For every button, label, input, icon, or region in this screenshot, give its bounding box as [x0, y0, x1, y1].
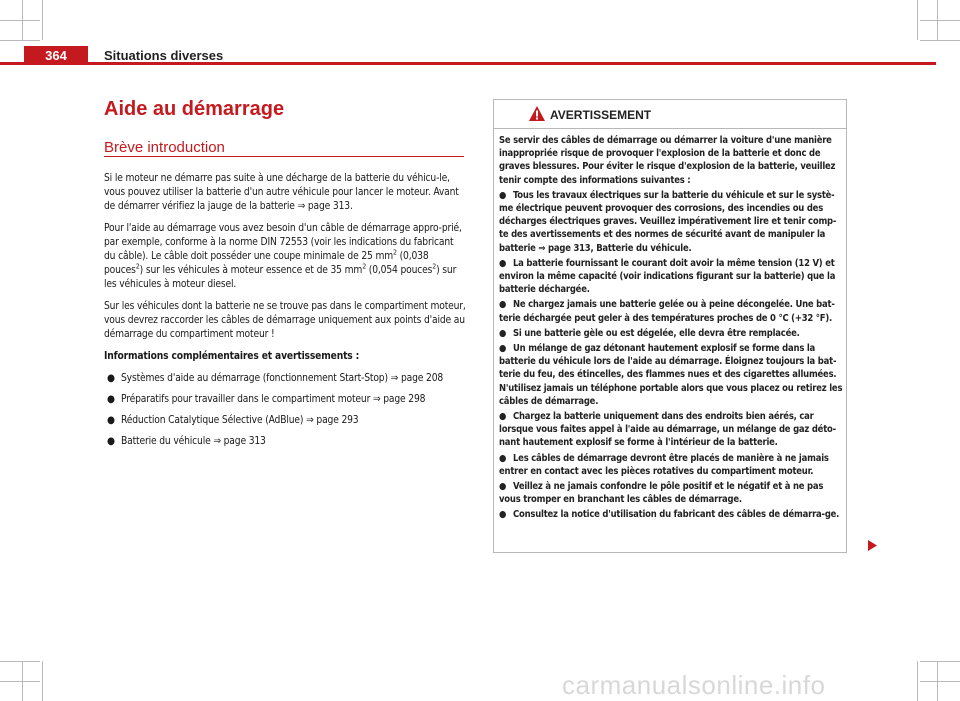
crop-mark: [0, 681, 40, 682]
cable-text-e: ) sur les véhicules à moteur diesel.: [104, 265, 457, 290]
list-item[interactable]: [104, 372, 466, 386]
list-item: [499, 257, 845, 297]
bullet: ●: [107, 394, 115, 405]
warning-item-text: Chargez la batterie uniquement dans des endroits bien aérés, car lorsque vous faites appel à l'aide au démarrage, un mélange de gaz déto-nant hautement explosif se forme à l'intérieur de la batterie.: [499, 411, 836, 449]
warning-body: [499, 134, 845, 524]
bullet: ●: [499, 452, 507, 464]
list-item-label: Systèmes d'aide au démarrage (fonctionnement Start-Stop) ⇒ page 208: [121, 373, 444, 384]
warning-box: [493, 99, 847, 553]
cable-text-b: (0,038 pouces: [104, 251, 429, 276]
warning-item-text: Les câbles de démarrage devront être placés de manière à ne jamais entrer en contact avec les pièces rotatives du compartiment moteur.: [499, 452, 829, 477]
warning-item-text: La batterie fournissant le courant doit avoir la même tension (12 V) et environ la même capacité (voir indications figurant sur la batterie) que la batterie déchargée.: [499, 257, 836, 296]
arrow-right-icon[interactable]: [867, 540, 877, 551]
list-item[interactable]: [104, 393, 466, 407]
bullet: ●: [499, 509, 507, 521]
cable-text-c: ) sur les véhicules à moteur essence et de 35 mm: [139, 265, 363, 276]
crop-mark: [920, 681, 960, 682]
crop-mark: [920, 20, 960, 21]
list-item: [499, 298, 845, 324]
list-item-label: Réduction Catalytique Sélective (AdBlue) ⇒ page 293: [121, 415, 359, 426]
warning-intro: Se servir des câbles de démarrage ou démarrer la voiture d'une manière inappropriée risque de provoquer l'explosion de la batterie et donc de graves blessures. Pour éviter le risque d'explosion de la batterie, veuillez tenir compte des informations suivantes :: [499, 135, 836, 186]
warning-title: AVERTISSEMENT: [550, 108, 652, 122]
list-item: [499, 327, 845, 340]
bullet: ●: [499, 481, 507, 493]
section-title: Aide au démarrage: [104, 98, 285, 120]
warning-list: [499, 189, 845, 522]
bullet: ●: [107, 373, 115, 384]
list-item[interactable]: [104, 435, 466, 449]
warning-item-text: Ne chargez jamais une batterie gelée ou à peine décongelée. Une bat-terie déchargée peut geler à des températures proches de 0 °C (+32 °F).: [499, 299, 835, 324]
cable-text-a: Pour l'aide au démarrage vous avez besoin d'un câble de démarrage appro-prié, par exemple, conforme à la norme DIN 72553 (voir les indications du fabricant du câble). Le câble doit posséder une coupe minimale de 25 mm: [104, 223, 462, 262]
warning-header: [494, 100, 846, 129]
subtitle-rule: [104, 156, 464, 157]
warning-item-text: Un mélange de gaz détonant hautement explosif se forme dans la batterie du véhicule lors de l'aide au démarrage. Éloignez toujours la bat-terie du feu, des étincelles, des flammes nues et des cigarettes allumées. N'utilisez jamais un téléphone portable alors que vous placez ou retirez les câbles de démarrage.: [499, 343, 843, 407]
left-column: [104, 172, 466, 456]
superscript: 2: [135, 262, 140, 271]
cable-text-d: (0,054 pouces: [366, 265, 433, 276]
list-item: [499, 342, 845, 408]
bullet: ●: [499, 189, 507, 201]
cable-paragraph: [104, 222, 466, 292]
superscript: 2: [362, 262, 367, 271]
crop-mark: [42, 0, 43, 40]
watermark: carmanualsonline.info: [562, 670, 826, 700]
crop-mark: [0, 661, 40, 662]
bullet: ●: [499, 327, 507, 339]
superscript: 2: [432, 262, 437, 271]
crop-mark: [917, 0, 918, 40]
superscript: 2: [393, 248, 397, 257]
page-number: 364: [24, 46, 88, 65]
crop-mark: [0, 40, 40, 41]
bullet: ●: [499, 343, 507, 355]
crop-mark: [42, 661, 43, 701]
list-item: [499, 508, 845, 521]
bullet: ●: [107, 436, 115, 447]
connection-paragraph: Sur les véhicules dont la batterie ne se trouve pas dans le compartiment moteur, vous devrez raccorder les câbles de démarrage uniquement aux points d'aide au démarrage du compartiment moteur !: [104, 301, 466, 340]
crop-mark: [917, 661, 918, 701]
list-item: [499, 452, 845, 478]
list-item: [499, 410, 845, 450]
warning-triangle-icon: [528, 105, 546, 122]
intro-paragraph: Si le moteur ne démarre pas suite à une décharge de la batterie du véhicu-le, vous pouvez utiliser la batterie d'un autre véhicule pour lancer le moteur. Avant de démarrer vérifiez la jauge de la batterie ⇒ page 313.: [104, 173, 459, 212]
bullet: ●: [499, 257, 507, 269]
warning-item-text: Tous les travaux électriques sur la batterie du véhicule et sur le systè-me électrique peuvent provoquer des corrosions, des incendies ou des décharges électriques graves. Veuillez impérativement lire et tenir comp-te des avertissements et des normes de sécurité avant de manipuler la batterie ⇒ page 313, Batterie du véhicule.: [499, 189, 837, 254]
warning-item-text: Si une batterie gèle ou est dégelée, elle devra être remplacée.: [513, 327, 800, 339]
section-subtitle: Brève introduction: [104, 139, 225, 156]
crop-mark: [920, 40, 960, 41]
list-item[interactable]: [104, 414, 466, 428]
bullet: ●: [499, 411, 507, 423]
running-title: Situations diverses: [104, 48, 224, 63]
info-heading: Informations complémentaires et avertissements :: [104, 351, 360, 362]
warning-item-text: Consultez la notice d'utilisation du fabricant des câbles de démarra-ge.: [513, 509, 840, 521]
warning-item-text: Veillez à ne jamais confondre le pôle positif et le négatif et à ne pas vous tromper en branchant les câbles de démarrage.: [499, 481, 824, 506]
list-item: [499, 189, 845, 255]
list-item-label: Préparatifs pour travailler dans le compartiment moteur ⇒ page 298: [121, 394, 426, 405]
list-item: [499, 480, 845, 506]
crop-mark: [920, 661, 960, 662]
bullet: ●: [107, 415, 115, 426]
info-list: [104, 372, 466, 449]
list-item-label: Batterie du véhicule ⇒ page 313: [121, 436, 266, 447]
crop-mark: [0, 20, 40, 21]
bullet: ●: [499, 299, 507, 311]
